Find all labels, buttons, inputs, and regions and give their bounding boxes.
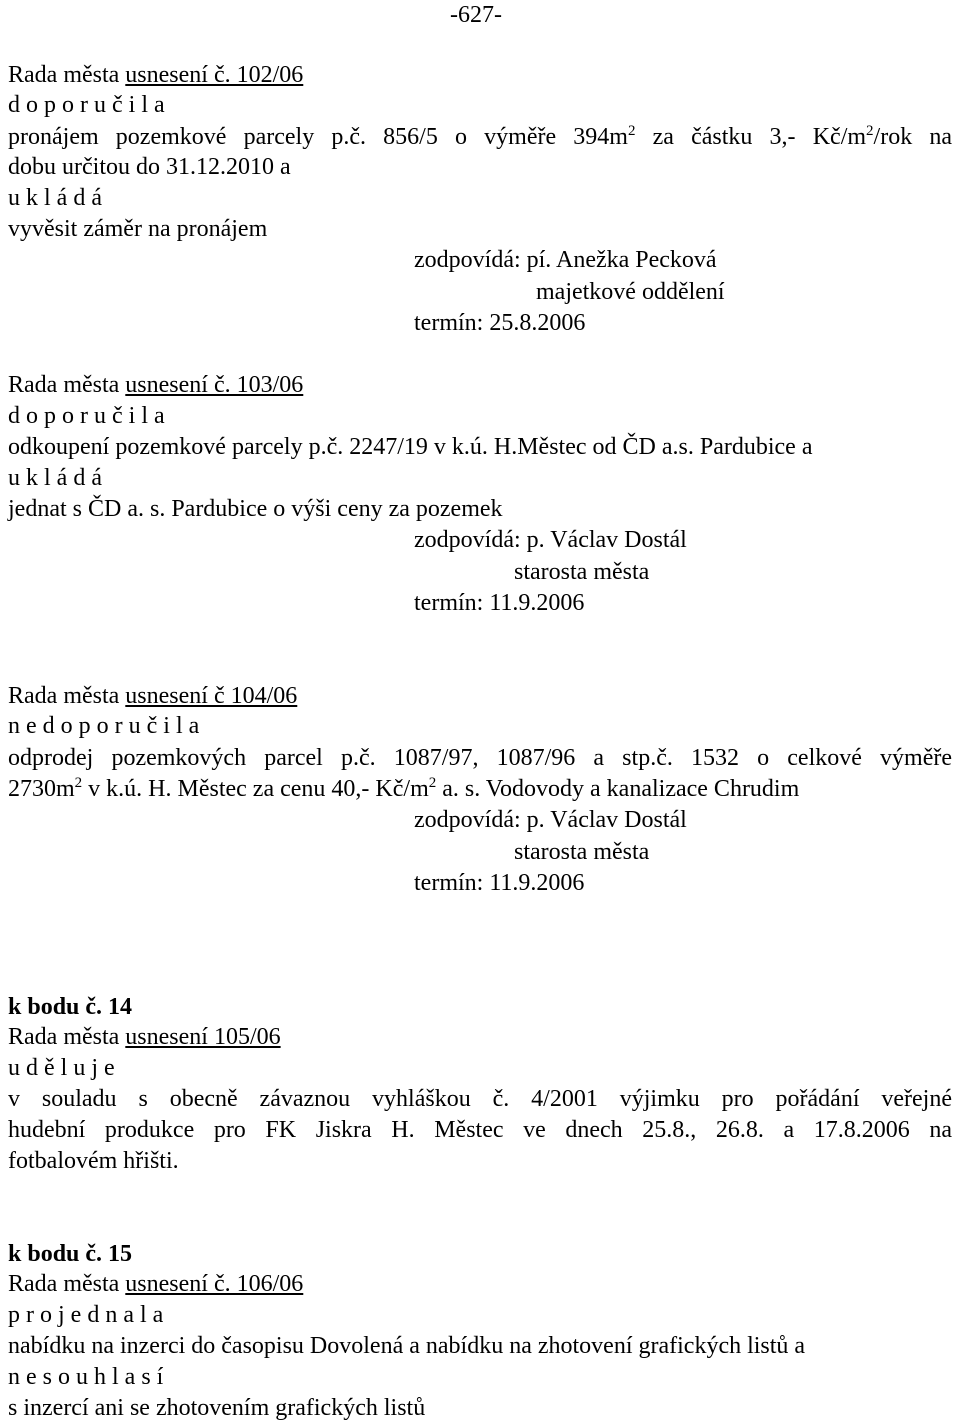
council-label: Rada města (8, 1024, 126, 1050)
resolution-102-task: vyvěsit záměr na pronájem (8, 216, 268, 242)
resolution-102-heading (8, 60, 303, 90)
agenda-item-14: k bodu č. 14 (8, 994, 133, 1020)
resolution-105-verb-grants: u d ě l u j e (8, 1055, 115, 1081)
resolution-104-heading (8, 681, 297, 711)
resolution-103-responsible: zodpovídá: p. Václav Dostál (414, 527, 687, 553)
page-number: -627- (450, 2, 502, 28)
resolution-104-deadline: termín: 11.9.2006 (414, 870, 585, 896)
resolution-103-text: odkoupení pozemkové parcely p.č. 2247/19 v k.ú. H.Městec od ČD a.s. Pardubice a (8, 434, 813, 460)
resolution-106-verb-discussed: p r o j e d n a l a (8, 1302, 164, 1328)
resolution-105-text-line-2: hudební produkce pro FK Jiskra H. Městec ve dnech 25.8., 26.8. a 17.8.2006 na (8, 1117, 952, 1143)
resolution-105-text-line-3: fotbalovém hřišti. (8, 1148, 179, 1174)
council-label: Rada města (8, 1271, 126, 1297)
resolution-105-heading (8, 1022, 281, 1052)
resolution-103-deadline: termín: 11.9.2006 (414, 590, 585, 616)
resolution-ref: usnesení č 104/06 (125, 683, 298, 709)
resolution-ref: usnesení č. 102/06 (125, 62, 304, 88)
resolution-106-text: nabídku na inzerci do časopisu Dovolená a nabídku na zhotovení grafických listů a (8, 1333, 806, 1359)
resolution-103-verb-recommended: d o p o r u č i l a (8, 403, 165, 429)
resolution-104-department: starosta města (514, 839, 650, 865)
council-label: Rada města (8, 683, 126, 709)
council-label: Rada města (8, 62, 126, 88)
resolution-102-text-line-2: dobu určitou do 31.12.2010 a (8, 154, 291, 180)
resolution-103-heading (8, 370, 303, 400)
resolution-102-verb-recommended: d o p o r u č i l a (8, 92, 165, 118)
resolution-103-department: starosta města (514, 559, 650, 585)
resolution-104-text-line-1: odprodej pozemkových parcel p.č. 1087/97, 1087/96 a stp.č. 1532 o celkové výměře (8, 745, 952, 771)
council-label: Rada města (8, 372, 126, 398)
resolution-102-deadline: termín: 25.8.2006 (414, 310, 586, 336)
resolution-103-task: jednat s ČD a. s. Pardubice o výši ceny za pozemek (8, 496, 503, 522)
resolution-106-task: s inzercí ani se zhotovením grafických listů (8, 1395, 426, 1421)
resolution-102-department: majetkové oddělení (536, 279, 725, 305)
resolution-104-verb-not-recommended: n e d o p o r u č i l a (8, 713, 200, 739)
resolution-102-verb-imposes: u k l á d á (8, 185, 102, 211)
resolution-103-verb-imposes: u k l á d á (8, 465, 102, 491)
agenda-item-15: k bodu č. 15 (8, 1241, 133, 1267)
resolution-104-responsible: zodpovídá: p. Václav Dostál (414, 807, 687, 833)
resolution-106-verb-disagrees: n e s o u h l a s í (8, 1364, 164, 1390)
resolution-106-heading (8, 1269, 303, 1299)
resolution-ref: usnesení 105/06 (125, 1024, 281, 1050)
resolution-102-responsible: zodpovídá: pí. Anežka Pecková (414, 247, 717, 273)
resolution-ref: usnesení č. 103/06 (125, 372, 304, 398)
resolution-102-text-line-1: pronájem pozemkové parcely p.č. 856/5 o výměře $394m^2$ za částku 3,- $Kč/m^2$/rok na (8, 123, 953, 150)
resolution-105-text-line-1: v souladu s obecně závaznou vyhláškou č. 4/2001 výjimku pro pořádání veřejné (8, 1086, 952, 1112)
resolution-ref: usnesení č. 106/06 (125, 1271, 304, 1297)
resolution-104-text-line-2: $2730m^2$ v k.ú. H. Městec za cenu 40,- $Kč/m^2$ a. s. Vodovody a kanalizace Chrudim (8, 775, 800, 802)
